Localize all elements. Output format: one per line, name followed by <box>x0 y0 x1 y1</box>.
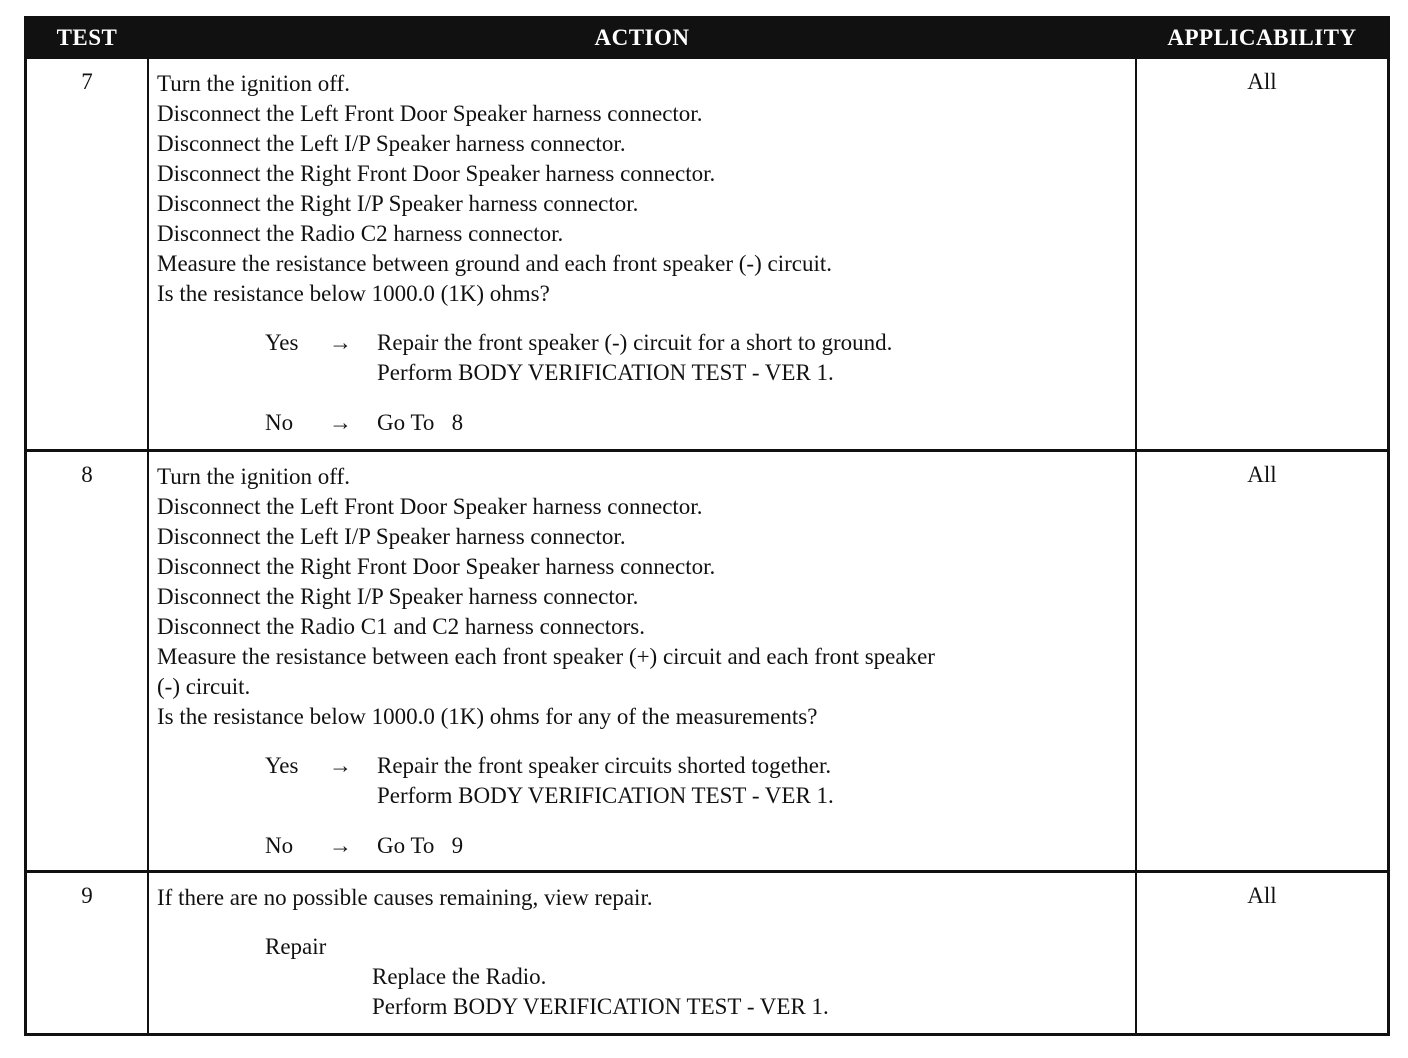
yes-response <box>265 328 1137 358</box>
action-cell <box>157 883 1137 1022</box>
action-line: Measure the resistance between ground and each front speaker (-) circuit. <box>157 251 832 276</box>
repair-line: Replace the Radio. <box>372 964 547 989</box>
action-line: Disconnect the Left I/P Speaker harness connector. <box>157 524 626 549</box>
action-line: Disconnect the Radio C1 and C2 harness connectors. <box>157 614 645 639</box>
header-applicability: APPLICABILITY <box>1167 25 1357 50</box>
test-number: 9 <box>81 883 93 908</box>
test-number: 7 <box>81 69 93 94</box>
header-test: TEST <box>56 25 118 50</box>
action-line: Is the resistance below 1000.0 (1K) ohms for any of the measurements? <box>157 704 818 729</box>
action-line: Disconnect the Left Front Door Speaker harness connector. <box>157 494 703 519</box>
action-line: Is the resistance below 1000.0 (1K) ohms? <box>157 281 550 306</box>
action-line: Turn the ignition off. <box>157 71 350 96</box>
table-header <box>27 19 1387 59</box>
no-label: No <box>265 833 294 858</box>
yes-label: Yes <box>265 753 299 778</box>
action-line: Disconnect the Left Front Door Speaker harness connector. <box>157 101 703 126</box>
diagnostic-table <box>24 16 1390 1036</box>
action-cell <box>157 69 1137 438</box>
table-row <box>27 452 1387 870</box>
yes-response <box>265 751 1137 781</box>
repair-label: Repair <box>265 934 327 959</box>
yes-text: Repair the front speaker (-) circuit for a short to ground. <box>377 330 893 355</box>
applicability-value: All <box>1247 69 1277 94</box>
action-line: (-) circuit. <box>157 674 251 699</box>
yes-text-2: Perform BODY VERIFICATION TEST - VER 1. <box>377 783 834 808</box>
test-number: 8 <box>81 462 93 487</box>
action-line: Disconnect the Radio C2 harness connector. <box>157 221 564 246</box>
action-line: Disconnect the Right Front Door Speaker harness connector. <box>157 554 716 579</box>
no-text: Go To 9 <box>377 833 464 858</box>
arrow-right-icon: → <box>329 330 352 355</box>
repair-line: Perform BODY VERIFICATION TEST - VER 1. <box>372 994 829 1019</box>
action-cell <box>157 462 1137 861</box>
action-line: Disconnect the Left I/P Speaker harness connector. <box>157 131 626 156</box>
action-line: If there are no possible causes remaining, view repair. <box>157 885 653 910</box>
table-row <box>27 873 1387 1033</box>
action-line: Disconnect the Right I/P Speaker harness connector. <box>157 584 639 609</box>
no-label: No <box>265 410 294 435</box>
action-line: Disconnect the Right Front Door Speaker harness connector. <box>157 161 716 186</box>
no-text: Go To 8 <box>377 410 464 435</box>
yes-text: Repair the front speaker circuits shorted together. <box>377 753 832 778</box>
arrow-right-icon: → <box>329 410 352 435</box>
action-line: Measure the resistance between each front speaker (+) circuit and each front speaker <box>157 644 935 669</box>
arrow-right-icon: → <box>329 833 352 858</box>
applicability-value: All <box>1247 462 1277 487</box>
applicability-value: All <box>1247 883 1277 908</box>
header-action: ACTION <box>594 25 690 50</box>
no-response <box>265 408 1137 438</box>
yes-label: Yes <box>265 330 299 355</box>
table-row <box>27 59 1387 449</box>
action-line: Disconnect the Right I/P Speaker harness connector. <box>157 191 639 216</box>
no-response <box>265 831 1137 861</box>
action-line: Turn the ignition off. <box>157 464 350 489</box>
arrow-right-icon: → <box>329 753 352 778</box>
yes-text-2: Perform BODY VERIFICATION TEST - VER 1. <box>377 360 834 385</box>
